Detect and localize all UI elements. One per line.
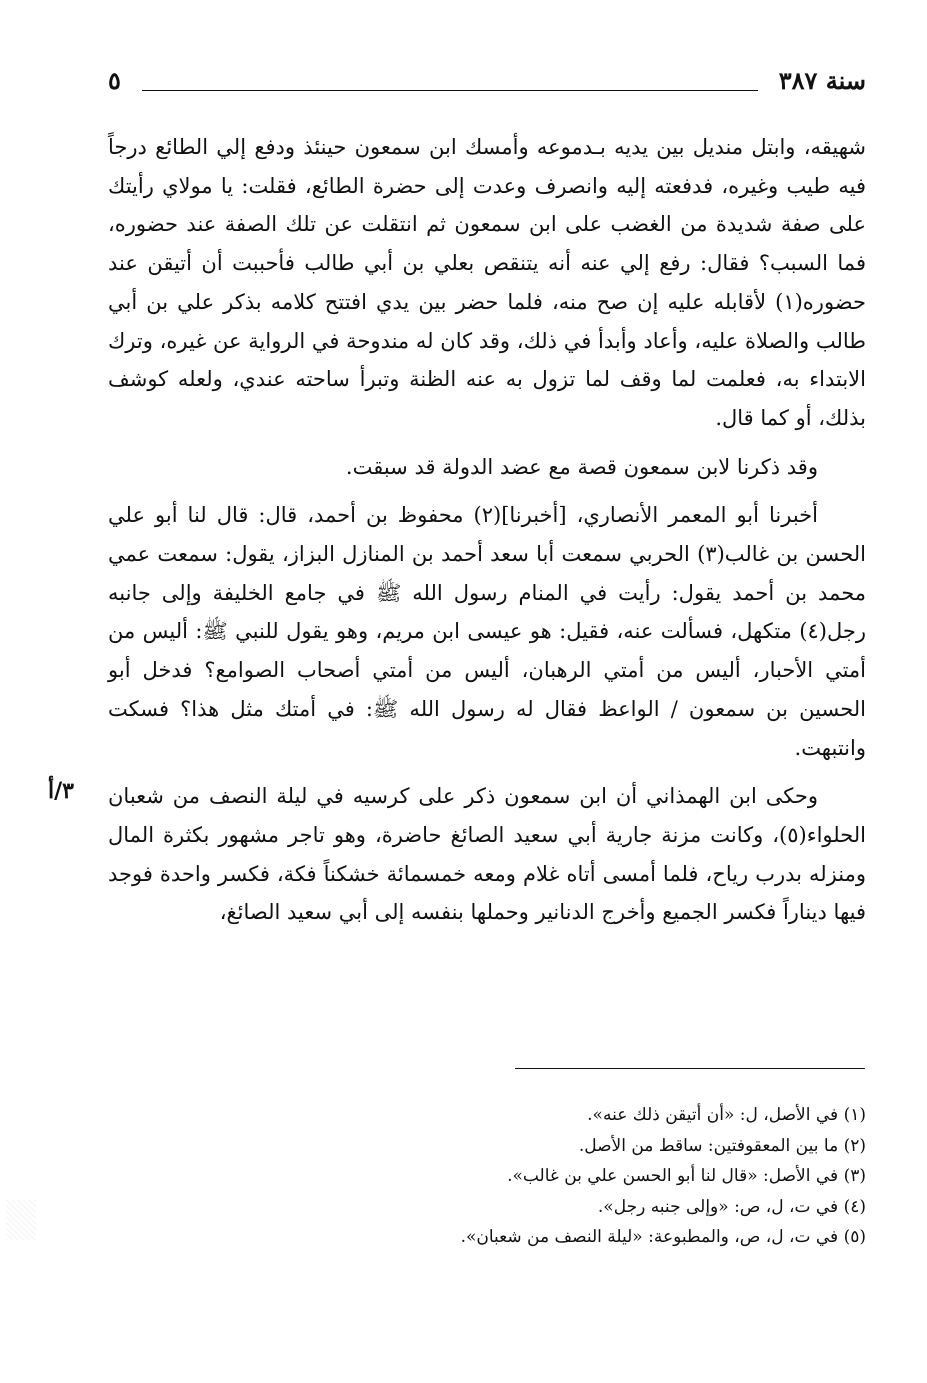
footnote-2: (٢) ما بين المعقوفتين: ساقط من الأصل.: [578, 1135, 866, 1156]
page-number: ٥: [108, 66, 121, 95]
running-head-year: سنة ٣٨٧: [778, 66, 866, 95]
header-rule: [142, 90, 758, 91]
paragraph-3: أخبرنا أبو المعمر الأنصاري، [أخبرنا](٢) محفوظ بن أحمد، قال: قال لنا أبو علي الحسن بن غالب(٣) الحربي سمعت أبا سعد أحمد بن المنازل البزاز، يقول: سمعت عمي محمد بن أحمد يقول: رأيت في المنام رسول الله ﷺ في جامع الخليفة وإلى جانبه رجل(٤) متكهل، فسألت عنه، فقيل: هو عيسى ابن مريم، وهو يقول للنبي ﷺ: أليس من أمتي الأحبار، أليس من أمتي الرهبان، أليس من أمتي أصحاب الصوامع؟ فدخل أبو الحسين بن سمعون / الواعظ فقال له رسول الله ﷺ: في أمتك مثل هذا؟ فسكت وانتبهت.: [108, 503, 866, 760]
footnote-rule: [515, 1068, 865, 1069]
footnote-1: (١) في الأصل، ل: «أن أتيقن ذلك عنه».: [587, 1105, 866, 1125]
scan-speck: [6, 1200, 36, 1240]
footnote-5: (٥) في ت، ل، ص، والمطبوعة: «ليلة النصف من شعبان».: [460, 1227, 866, 1247]
page-header: [108, 66, 866, 100]
paragraph-1: شهيقه، وابتل منديل بين يديه بـدموعه وأمسك ابن سمعون حينئذ ودفع إلي الطائع درجاً فيه طيب وغيره، فدفعته إليه وانصرف وعدت إلى حضرة الطائع، فقلت: يا مولاي رأيتك على صفة شديدة من الغضب على ابن سمعون ثم انتقلت عن تلك الصفة عند حضوره، فما السبب؟ فقال: رفع إلي عنه أنه يتنقص بعلي بن أبي طالب فأحببت أن أتيقن عند حضوره(١) لأقابله عليه إن صح منه، فلما حضر بين يدي افتتح كلامه بذكر علي بن أبي طالب والصلاة عليه، وأعاد وأبدأ في ذلك، وقد كان له مندوحة في الرواية عن غيره، وترك الابتداء به، فعلمت لما وقف لما تزول به عنه الظنة وتبرأ ساحته عندي، ولعله كوشف بذلك، أو كما قال.: [108, 135, 866, 430]
paragraph-4: وحكى ابن الهمذاني أن ابن سمعون ذكر على كرسيه في ليلة النصف من شعبان الحلواء(٥)، وكانت مزنة جارية أبي سعيد الصائغ حاضرة، وهو تاجر مشهور بكثرة المال ومنزله بدرب رياح، فلما أمسى أتاه غلام ومعه خمسمائة خشكناً فكة، فكسر واحدة فوجد فيها ديناراً فكسر الجميع وأخرج الدنانير وحملها بنفسه إلى أبي سعيد الصائغ،: [108, 784, 866, 925]
footnote-4: (٤) في ت، ل، ص: «وإلى جنبه رجل».: [597, 1196, 866, 1217]
manuscript-folio-marker: ٣/أ: [48, 778, 74, 804]
footnote-3: (٣) في الأصل: «قال لنا أبو الحسن علي بن غالب».: [507, 1166, 866, 1186]
paragraph-2: وقد ذكرنا لابن سمعون قصة مع عضد الدولة قد سبقت.: [345, 454, 818, 479]
footnotes: [108, 1100, 866, 1253]
main-text: [108, 128, 866, 932]
